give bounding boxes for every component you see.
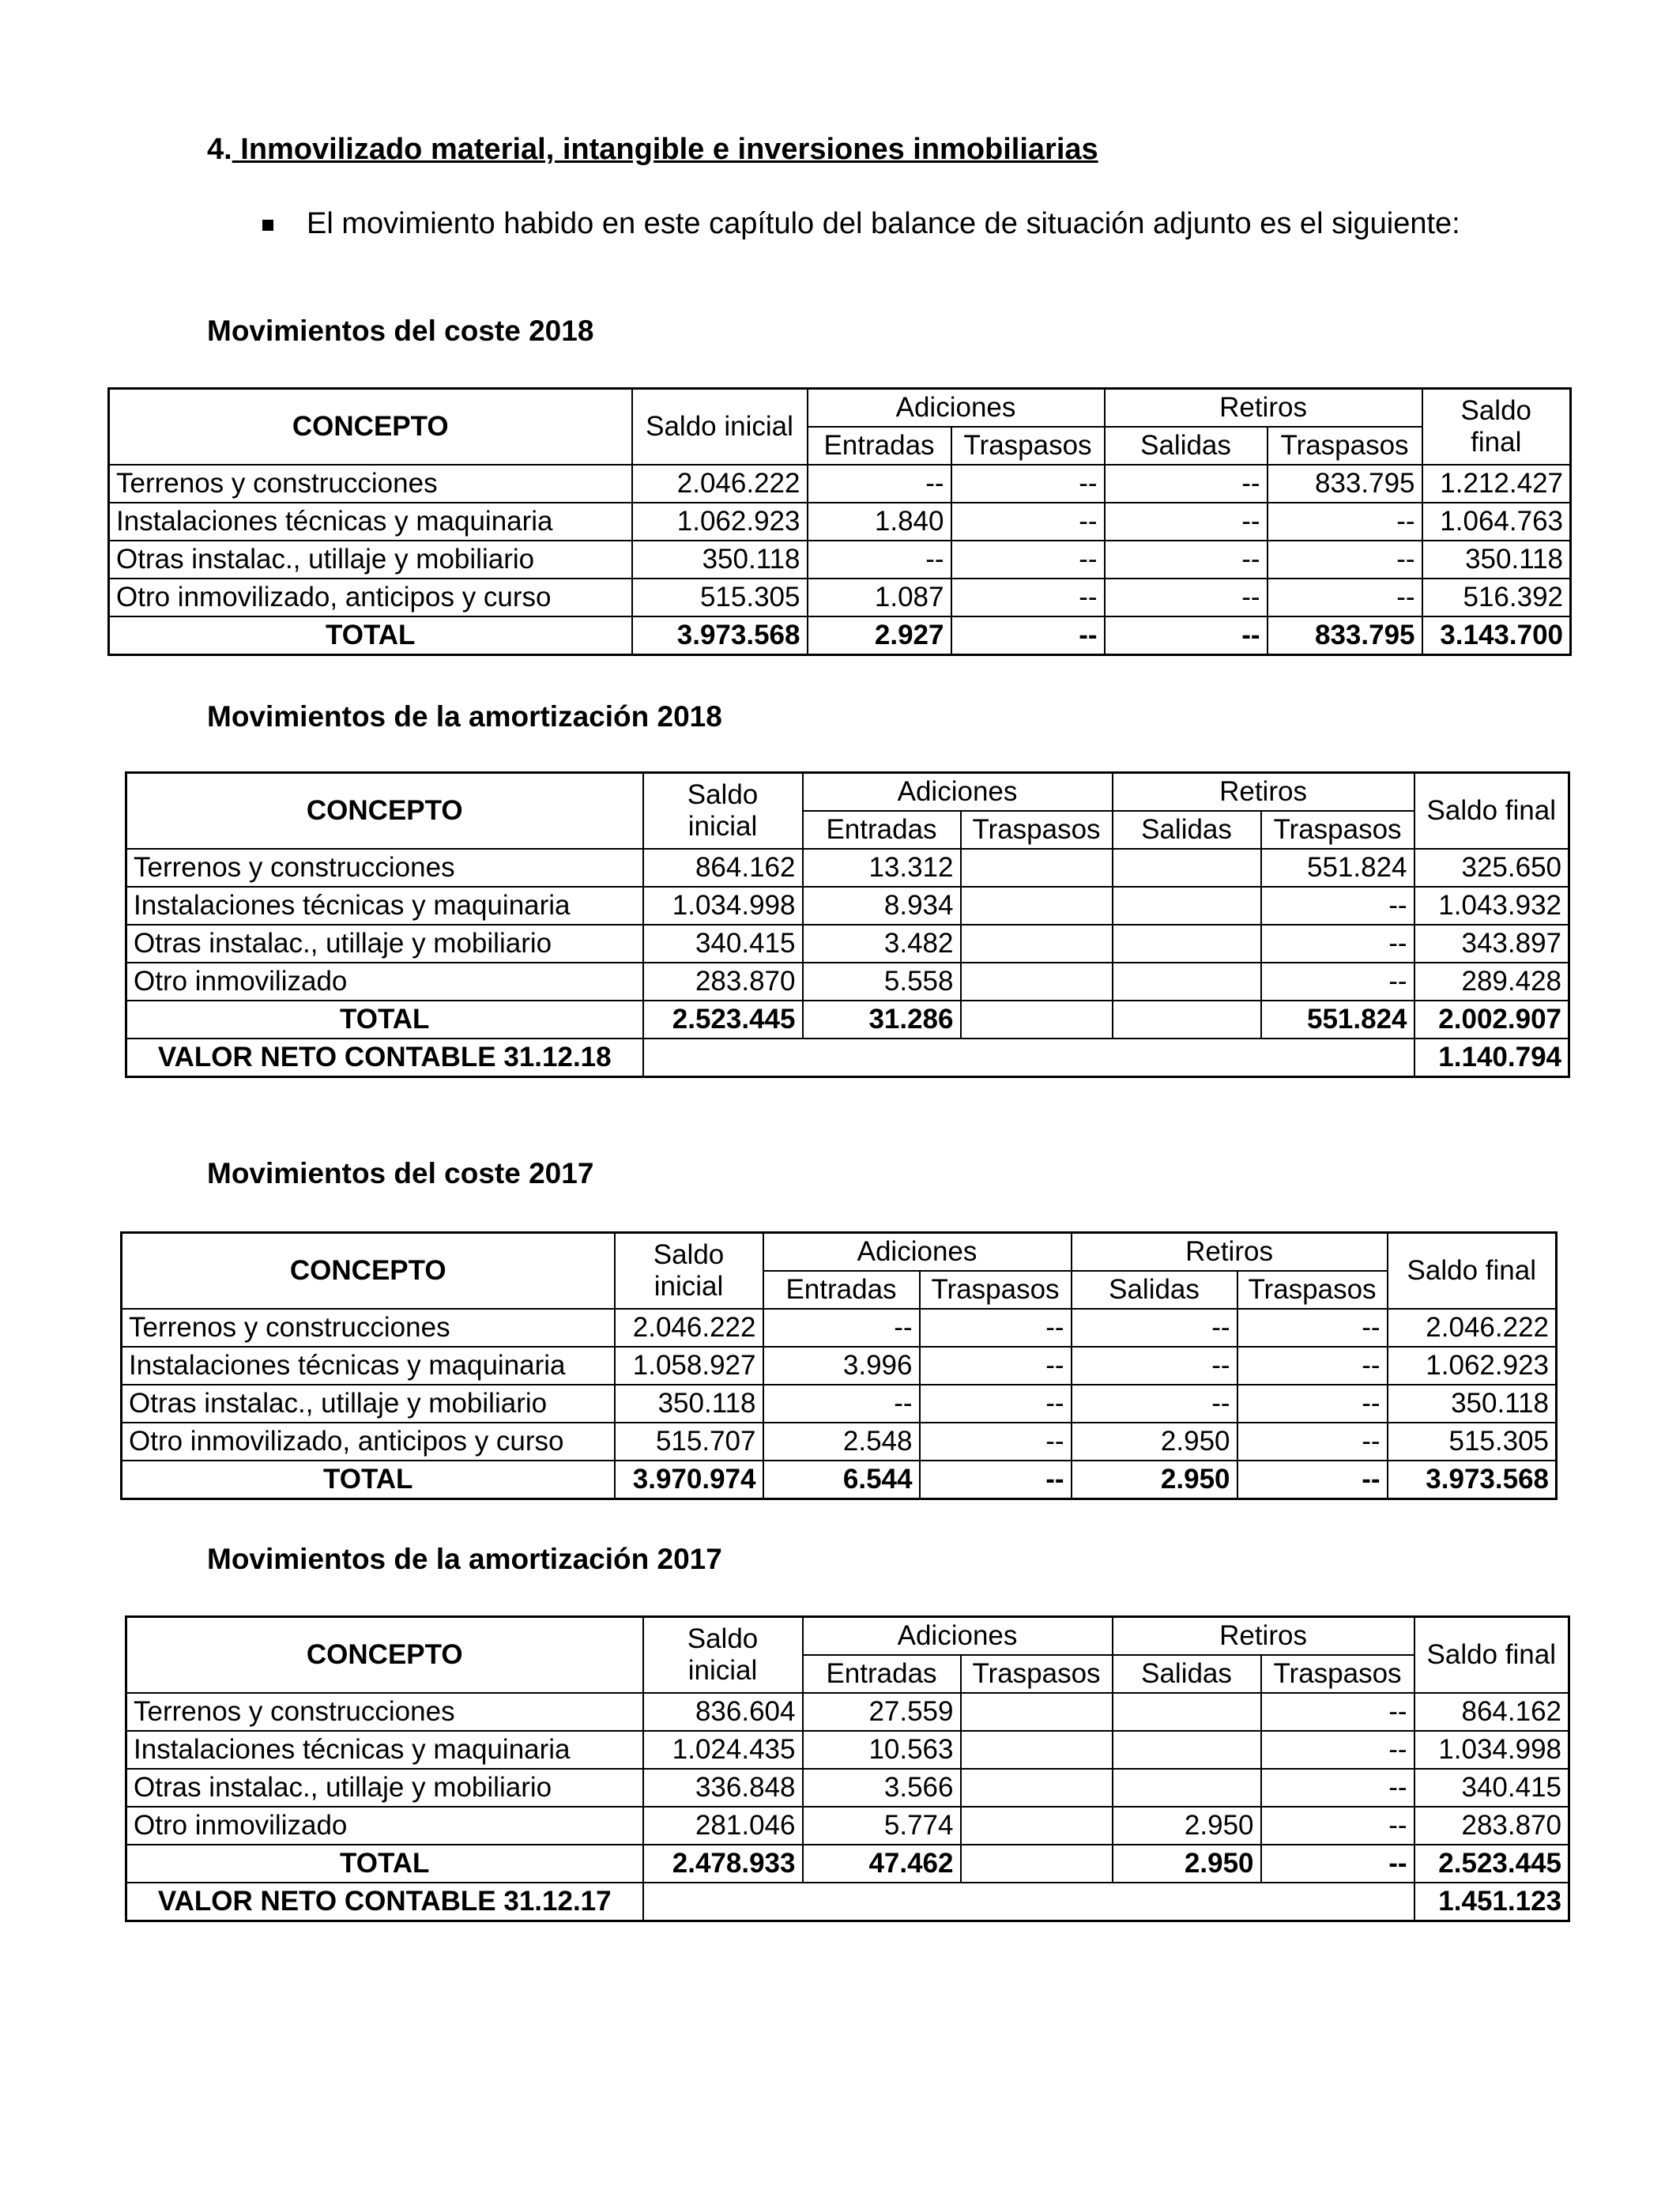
cell-value: 833.795 xyxy=(1268,465,1422,503)
cell-value: 3.973.568 xyxy=(1388,1461,1557,1499)
heading-title: Inmovilizado material, intangible e inversiones inmobiliarias xyxy=(232,133,1098,166)
cell-value: 515.305 xyxy=(632,579,808,616)
cell-value: 2.950 xyxy=(1072,1423,1237,1461)
header-entradas: Entradas xyxy=(803,811,961,849)
cell-value: -- xyxy=(1072,1385,1237,1423)
header-saldo-final: Saldo final xyxy=(1414,773,1569,850)
row-label: Otro inmovilizado, anticipos y curso xyxy=(122,1423,615,1461)
cell-value: 3.482 xyxy=(803,925,961,963)
row-label: TOTAL xyxy=(126,1001,643,1039)
cell-value: -- xyxy=(1261,1731,1414,1769)
cell-value: -- xyxy=(763,1385,920,1423)
cell-value: 5.774 xyxy=(803,1807,961,1845)
cell-value: 551.824 xyxy=(1261,849,1414,887)
cell-value: 1.087 xyxy=(808,579,951,616)
cell-value xyxy=(961,1693,1113,1731)
header-saldo-final: Saldo final xyxy=(1414,1617,1569,1694)
cell-value: 6.544 xyxy=(763,1461,920,1499)
cell-value: -- xyxy=(1237,1385,1388,1423)
row-label: Terrenos y construcciones xyxy=(109,465,632,503)
row-label: Instalaciones técnicas y maquinaria xyxy=(109,503,632,541)
cell-value: 281.046 xyxy=(643,1807,803,1845)
header-adiciones: Adiciones xyxy=(803,773,1113,812)
cell-value: 350.118 xyxy=(1422,541,1571,579)
cell-value xyxy=(1113,849,1261,887)
row-label: Otro inmovilizado xyxy=(126,963,643,1001)
net-value-amount: 1.140.794 xyxy=(1414,1039,1569,1077)
cell-value: 1.024.435 xyxy=(643,1731,803,1769)
row-label: Terrenos y construcciones xyxy=(126,1693,643,1731)
cell-value: 1.043.932 xyxy=(1414,887,1569,925)
cell-value: 1.064.763 xyxy=(1422,503,1571,541)
cell-value: -- xyxy=(920,1347,1072,1385)
cell-value: -- xyxy=(1261,1807,1414,1845)
cell-value: 336.848 xyxy=(643,1769,803,1807)
cell-value: 2.950 xyxy=(1113,1845,1261,1883)
table-row xyxy=(109,503,1571,541)
table-title-coste-2018: Movimientos del coste 2018 xyxy=(207,315,594,347)
cell-value: 2.046.222 xyxy=(615,1309,763,1347)
cell-value: 13.312 xyxy=(803,849,961,887)
table-title-amortizacion-2017: Movimientos de la amortización 2017 xyxy=(207,1543,722,1575)
cell-value: -- xyxy=(1105,579,1268,616)
cell-value: 2.478.933 xyxy=(643,1845,803,1883)
row-label: Otras instalac., utillaje y mobiliario xyxy=(126,1769,643,1807)
header-salidas: Salidas xyxy=(1113,1655,1261,1693)
cell-value: 551.824 xyxy=(1261,1001,1414,1039)
cell-value: -- xyxy=(808,541,951,579)
cell-value: -- xyxy=(808,465,951,503)
cell-value xyxy=(961,1001,1113,1039)
cell-value: 2.548 xyxy=(763,1423,920,1461)
cell-value: -- xyxy=(1261,1693,1414,1731)
table-row xyxy=(122,1385,1557,1423)
cell-value: 3.973.568 xyxy=(632,616,808,655)
cell-value: -- xyxy=(1105,541,1268,579)
table-row xyxy=(126,963,1569,1001)
cell-value: 3.143.700 xyxy=(1422,616,1571,655)
cell-value: 515.305 xyxy=(1388,1423,1557,1461)
table-title-amortizacion-2018: Movimientos de la amortización 2018 xyxy=(207,700,722,733)
cell-value: 289.428 xyxy=(1414,963,1569,1001)
row-label: Otras instalac., utillaje y mobiliario xyxy=(126,925,643,963)
header-concepto: CONCEPTO xyxy=(109,389,632,466)
table-row xyxy=(126,1693,1569,1731)
total-row xyxy=(109,616,1571,655)
cell-value: 2.523.445 xyxy=(643,1001,803,1039)
cell-value: 350.118 xyxy=(615,1385,763,1423)
cell-value xyxy=(961,1807,1113,1845)
header-concepto: CONCEPTO xyxy=(122,1233,615,1310)
cell-value: 27.559 xyxy=(803,1693,961,1731)
cell-value: 1.034.998 xyxy=(1414,1731,1569,1769)
cell-value: -- xyxy=(1261,1769,1414,1807)
cell-value xyxy=(1113,963,1261,1001)
cell-value: 2.950 xyxy=(1113,1807,1261,1845)
cell-value: 3.996 xyxy=(763,1347,920,1385)
cell-value: -- xyxy=(1072,1347,1237,1385)
cell-value: -- xyxy=(1237,1461,1388,1499)
table-row xyxy=(122,1347,1557,1385)
cell-value: -- xyxy=(951,503,1105,541)
empty-span-cell xyxy=(643,1883,1414,1921)
table-coste-2018 xyxy=(107,387,1572,656)
header-traspasos: Traspasos xyxy=(920,1271,1072,1309)
cell-value: 3.970.974 xyxy=(615,1461,763,1499)
cell-value: 2.950 xyxy=(1072,1461,1237,1499)
cell-value: 1.212.427 xyxy=(1422,465,1571,503)
cell-value: 1.062.923 xyxy=(632,503,808,541)
cell-value xyxy=(961,887,1113,925)
table-row xyxy=(126,1807,1569,1845)
cell-value: -- xyxy=(1268,579,1422,616)
cell-value: 1.840 xyxy=(808,503,951,541)
table-coste-2017 xyxy=(120,1231,1558,1500)
header-traspasos: Traspasos xyxy=(1237,1271,1388,1309)
section-heading xyxy=(207,133,1098,167)
cell-value: -- xyxy=(951,541,1105,579)
cell-value xyxy=(1113,1693,1261,1731)
header-saldo-final: Saldo final xyxy=(1388,1233,1557,1310)
cell-value: 8.934 xyxy=(803,887,961,925)
cell-value: -- xyxy=(920,1385,1072,1423)
header-traspasos: Traspasos xyxy=(1261,811,1414,849)
header-saldo-inicial: Saldo inicial xyxy=(615,1233,763,1310)
cell-value: 836.604 xyxy=(643,1693,803,1731)
cell-value xyxy=(961,1731,1113,1769)
cell-value: 350.118 xyxy=(1388,1385,1557,1423)
row-label: Terrenos y construcciones xyxy=(122,1309,615,1347)
row-label: Instalaciones técnicas y maquinaria xyxy=(126,887,643,925)
cell-value: 5.558 xyxy=(803,963,961,1001)
table-row xyxy=(126,925,1569,963)
intro-text: El movimiento habido en este capítulo del balance de situación adjunto es el siguiente: xyxy=(307,207,1460,240)
cell-value: -- xyxy=(1261,963,1414,1001)
row-label: Instalaciones técnicas y maquinaria xyxy=(122,1347,615,1385)
cell-value: 864.162 xyxy=(1414,1693,1569,1731)
cell-value: 340.415 xyxy=(643,925,803,963)
net-value-row xyxy=(126,1039,1569,1077)
cell-value: 864.162 xyxy=(643,849,803,887)
cell-value: 1.034.998 xyxy=(643,887,803,925)
total-row xyxy=(122,1461,1557,1499)
cell-value xyxy=(961,963,1113,1001)
header-traspasos: Traspasos xyxy=(1261,1655,1414,1693)
cell-value: 340.415 xyxy=(1414,1769,1569,1807)
cell-value: -- xyxy=(1105,616,1268,655)
header-salidas: Salidas xyxy=(1113,811,1261,849)
cell-value: 833.795 xyxy=(1268,616,1422,655)
cell-value xyxy=(961,1769,1113,1807)
cell-value xyxy=(961,849,1113,887)
header-concepto: CONCEPTO xyxy=(126,773,643,850)
table-amortizacion-2017 xyxy=(125,1615,1570,1922)
cell-value xyxy=(961,1845,1113,1883)
total-row xyxy=(126,1001,1569,1039)
header-saldo-inicial: Saldo inicial xyxy=(643,1617,803,1694)
cell-value: -- xyxy=(1105,465,1268,503)
cell-value: -- xyxy=(1261,1845,1414,1883)
header-saldo-inicial: Saldo inicial xyxy=(632,389,808,466)
header-traspasos: Traspasos xyxy=(961,811,1113,849)
cell-value: -- xyxy=(920,1309,1072,1347)
table-row xyxy=(109,541,1571,579)
net-value-row xyxy=(126,1883,1569,1921)
cell-value: -- xyxy=(1268,541,1422,579)
header-retiros: Retiros xyxy=(1072,1233,1388,1272)
header-traspasos: Traspasos xyxy=(951,427,1105,465)
header-entradas: Entradas xyxy=(763,1271,920,1309)
cell-value xyxy=(1113,887,1261,925)
cell-value xyxy=(1113,925,1261,963)
cell-value: -- xyxy=(920,1461,1072,1499)
header-adiciones: Adiciones xyxy=(808,389,1105,428)
cell-value: 515.707 xyxy=(615,1423,763,1461)
cell-value: -- xyxy=(1261,887,1414,925)
table-row xyxy=(109,579,1571,616)
header-retiros: Retiros xyxy=(1113,1617,1414,1656)
cell-value: 3.566 xyxy=(803,1769,961,1807)
header-salidas: Salidas xyxy=(1072,1271,1237,1309)
net-value-amount: 1.451.123 xyxy=(1414,1883,1569,1921)
cell-value: -- xyxy=(1237,1423,1388,1461)
cell-value: 343.897 xyxy=(1414,925,1569,963)
row-label: Instalaciones técnicas y maquinaria xyxy=(126,1731,643,1769)
cell-value: -- xyxy=(920,1423,1072,1461)
header-adiciones: Adiciones xyxy=(803,1617,1113,1656)
row-label: TOTAL xyxy=(122,1461,615,1499)
row-label: TOTAL xyxy=(126,1845,643,1883)
header-retiros: Retiros xyxy=(1105,389,1422,428)
table-row xyxy=(126,1731,1569,1769)
table-row xyxy=(109,465,1571,503)
net-value-label: VALOR NETO CONTABLE 31.12.17 xyxy=(126,1883,643,1921)
header-traspasos: Traspasos xyxy=(1268,427,1422,465)
cell-value xyxy=(1113,1769,1261,1807)
row-label: Otro inmovilizado, anticipos y curso xyxy=(109,579,632,616)
cell-value: 2.046.222 xyxy=(632,465,808,503)
cell-value xyxy=(1113,1731,1261,1769)
cell-value: 516.392 xyxy=(1422,579,1571,616)
row-label: Otro inmovilizado xyxy=(126,1807,643,1845)
table-row xyxy=(122,1423,1557,1461)
cell-value: 283.870 xyxy=(1414,1807,1569,1845)
cell-value: 10.563 xyxy=(803,1731,961,1769)
cell-value: -- xyxy=(951,465,1105,503)
cell-value: -- xyxy=(763,1309,920,1347)
cell-value: 283.870 xyxy=(643,963,803,1001)
row-label: TOTAL xyxy=(109,616,632,655)
cell-value: -- xyxy=(1105,503,1268,541)
header-concepto: CONCEPTO xyxy=(126,1617,643,1694)
empty-span-cell xyxy=(643,1039,1414,1077)
cell-value: -- xyxy=(1268,503,1422,541)
header-adiciones: Adiciones xyxy=(763,1233,1072,1272)
cell-value: 2.002.907 xyxy=(1414,1001,1569,1039)
table-amortizacion-2018 xyxy=(125,771,1570,1078)
table-row xyxy=(126,1769,1569,1807)
cell-value: 2.927 xyxy=(808,616,951,655)
cell-value: 31.286 xyxy=(803,1001,961,1039)
header-entradas: Entradas xyxy=(803,1655,961,1693)
table-row xyxy=(126,849,1569,887)
net-value-label: VALOR NETO CONTABLE 31.12.18 xyxy=(126,1039,643,1077)
cell-value: -- xyxy=(1237,1309,1388,1347)
cell-value: 2.523.445 xyxy=(1414,1845,1569,1883)
cell-value xyxy=(1113,1001,1261,1039)
cell-value: 2.046.222 xyxy=(1388,1309,1557,1347)
cell-value: 1.058.927 xyxy=(615,1347,763,1385)
table-row xyxy=(122,1309,1557,1347)
table-row xyxy=(126,887,1569,925)
row-label: Otras instalac., utillaje y mobiliario xyxy=(109,541,632,579)
header-retiros: Retiros xyxy=(1113,773,1414,812)
header-saldo-inicial: Saldo inicial xyxy=(643,773,803,850)
header-saldo-final: Saldo final xyxy=(1422,389,1571,466)
cell-value: -- xyxy=(1237,1347,1388,1385)
heading-number: 4. xyxy=(207,133,232,166)
cell-value: -- xyxy=(951,579,1105,616)
header-traspasos: Traspasos xyxy=(961,1655,1113,1693)
cell-value: 350.118 xyxy=(632,541,808,579)
total-row xyxy=(126,1845,1569,1883)
header-salidas: Salidas xyxy=(1105,427,1268,465)
cell-value: 47.462 xyxy=(803,1845,961,1883)
header-entradas: Entradas xyxy=(808,427,951,465)
intro-paragraph xyxy=(261,205,1470,242)
cell-value: 1.062.923 xyxy=(1388,1347,1557,1385)
cell-value: -- xyxy=(1072,1309,1237,1347)
table-title-coste-2017: Movimientos del coste 2017 xyxy=(207,1157,594,1189)
cell-value: -- xyxy=(951,616,1105,655)
row-label: Terrenos y construcciones xyxy=(126,849,643,887)
row-label: Otras instalac., utillaje y mobiliario xyxy=(122,1385,615,1423)
cell-value: -- xyxy=(1261,925,1414,963)
cell-value: 325.650 xyxy=(1414,849,1569,887)
cell-value xyxy=(961,925,1113,963)
